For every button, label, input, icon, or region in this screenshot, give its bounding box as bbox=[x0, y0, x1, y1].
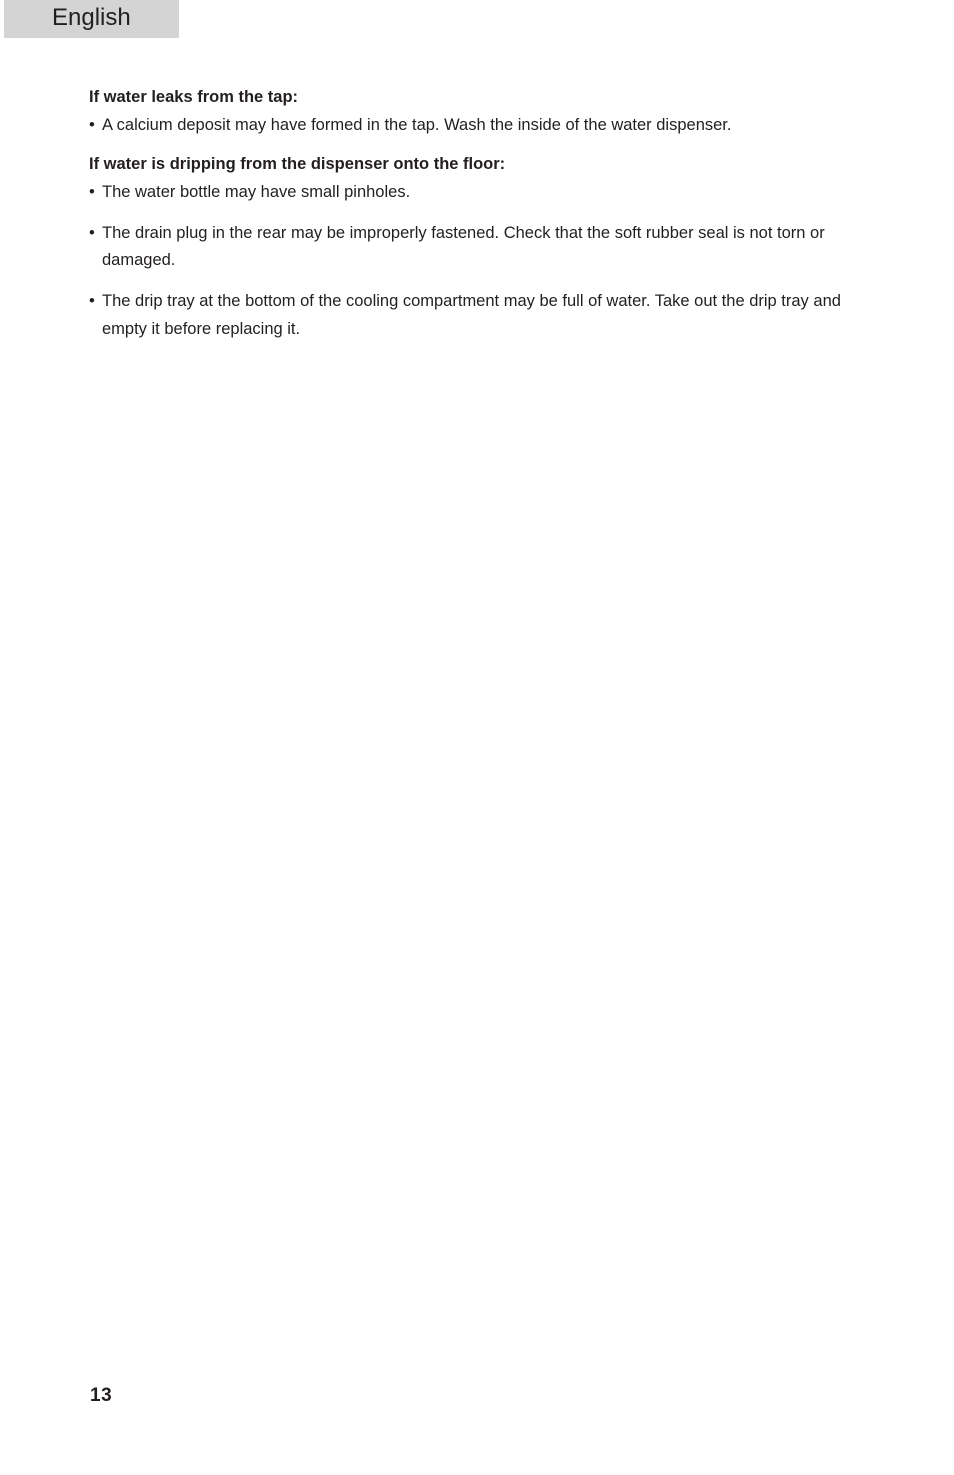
section-tap-leak bbox=[89, 84, 879, 139]
language-tab-label: English bbox=[52, 4, 131, 31]
section-heading: If water leaks from the tap: bbox=[89, 88, 299, 106]
list-item: • The water bottle may have small pinholes. bbox=[89, 179, 879, 207]
section-heading: If water is dripping from the dispenser onto the floor: bbox=[89, 155, 506, 173]
page-number: 13 bbox=[90, 1385, 113, 1406]
bullet-list bbox=[89, 112, 879, 140]
list-item: • A calcium deposit may have formed in the tap. Wash the inside of the water dispenser. bbox=[89, 112, 879, 140]
list-item: • The drain plug in the rear may be improperly fastened. Check that the soft rubber seal is not torn or damaged. bbox=[89, 220, 879, 275]
language-tab bbox=[4, 0, 179, 38]
bullet-list bbox=[89, 179, 879, 344]
troubleshooting-content bbox=[89, 84, 879, 355]
section-floor-drip bbox=[89, 151, 879, 343]
list-item: • The drip tray at the bottom of the cooling compartment may be full of water. Take out the drip tray and empty it before replacing it. bbox=[89, 288, 879, 343]
